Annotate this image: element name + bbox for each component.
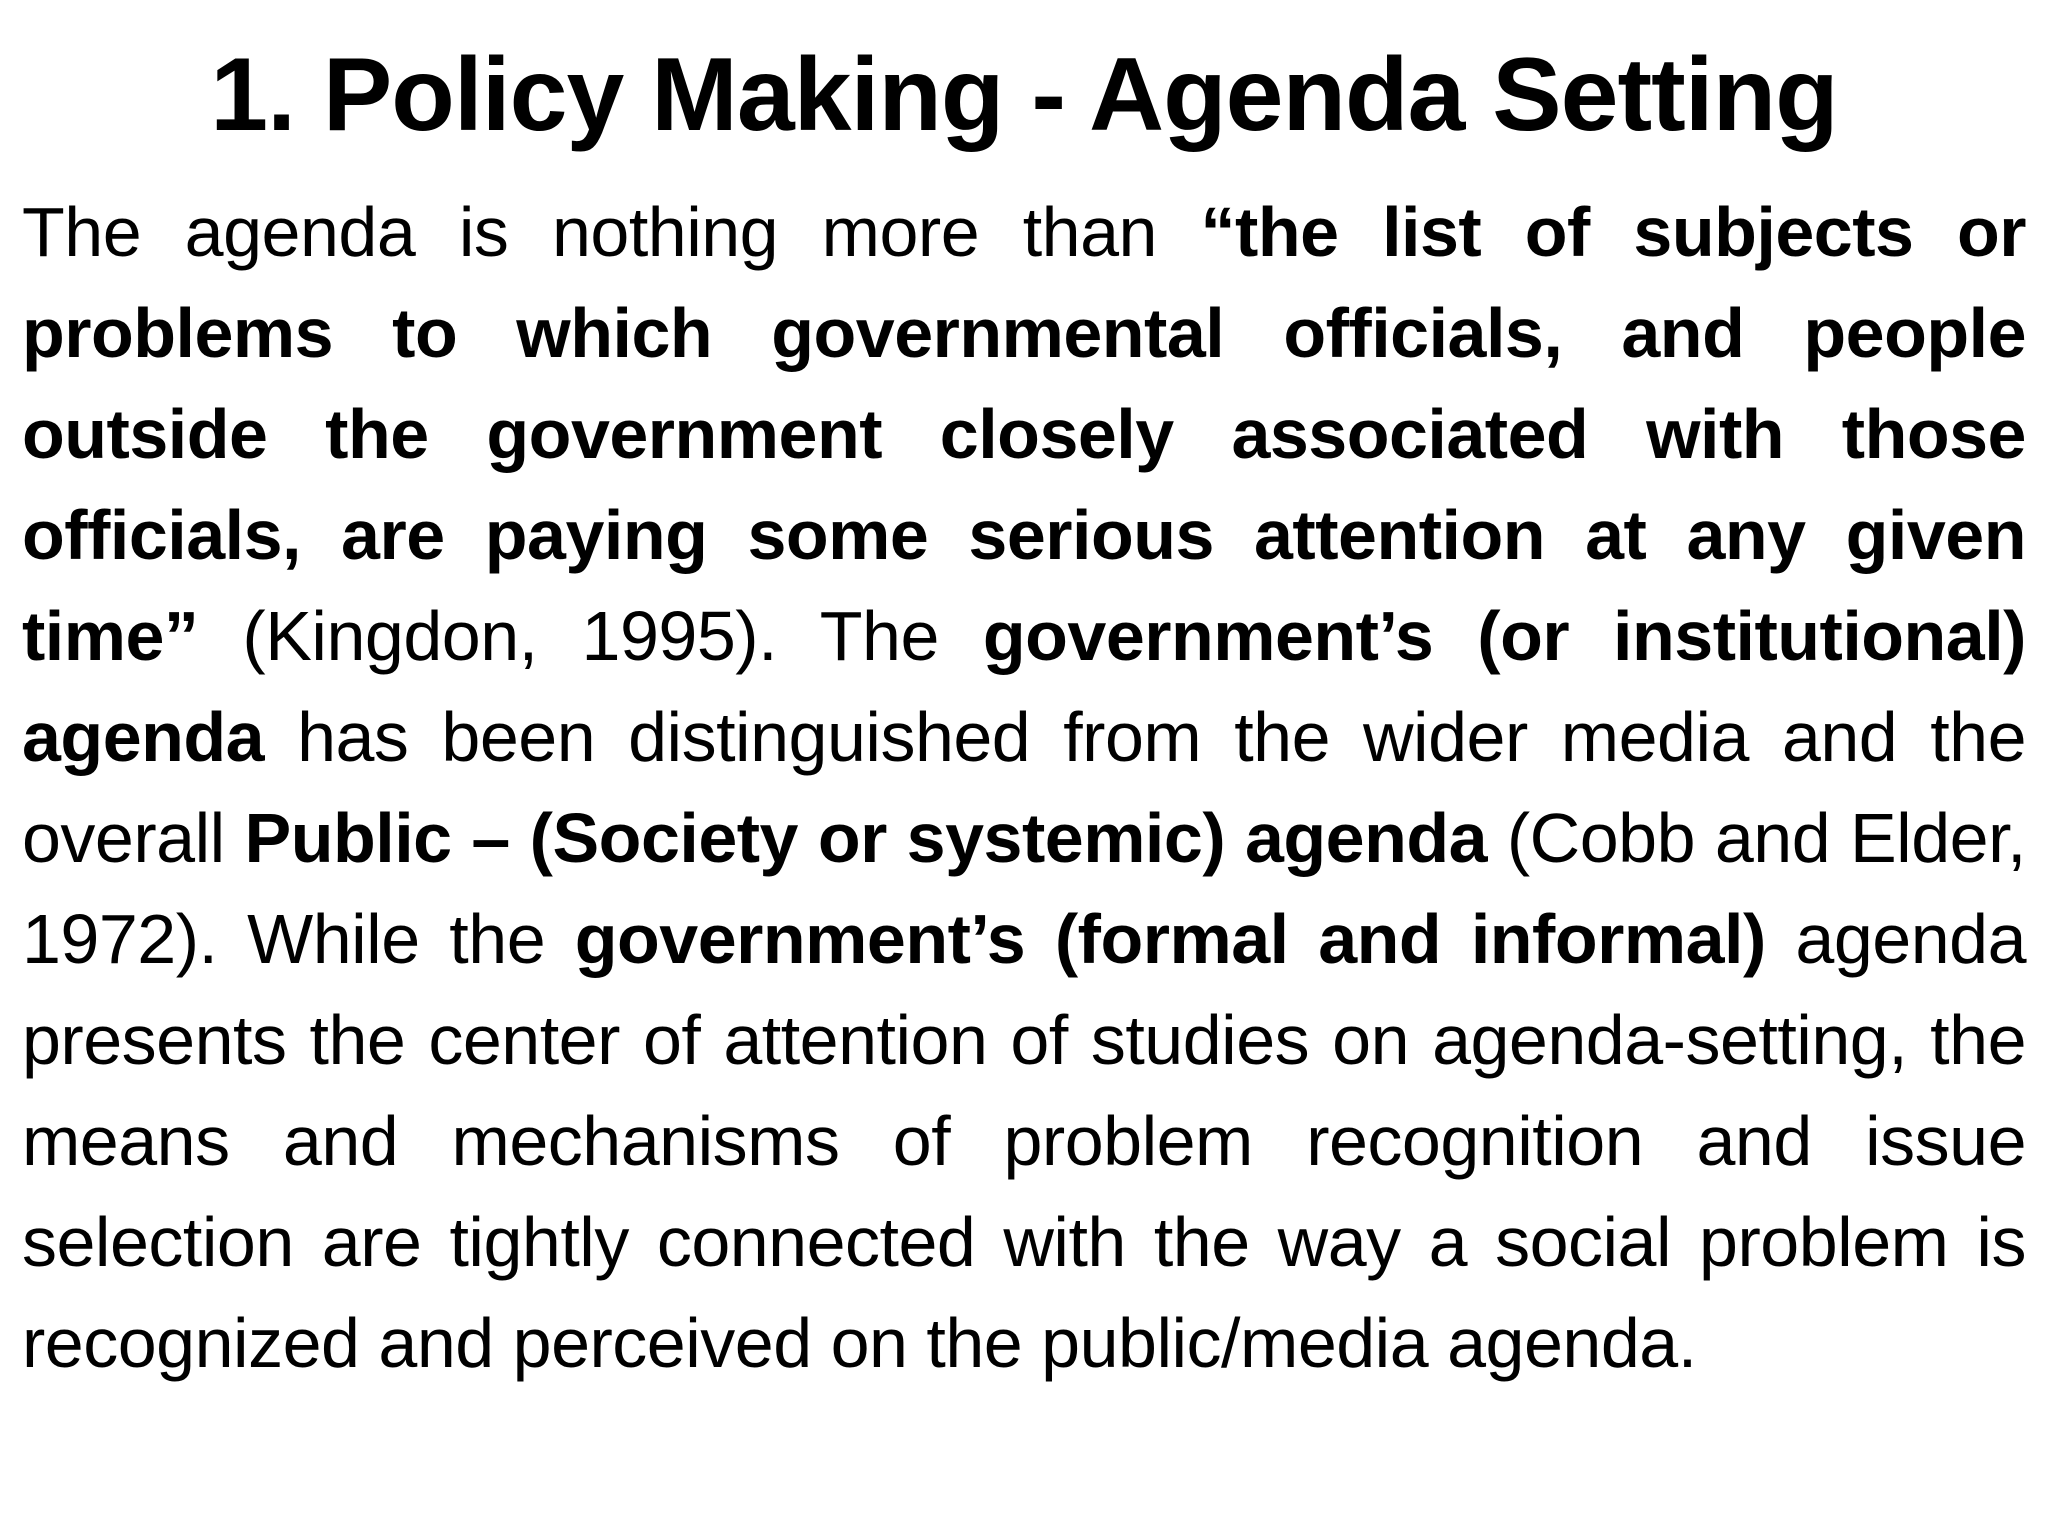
slide-body-paragraph bbox=[22, 182, 2026, 1394]
body-text-segment: has been distinguished from the wider media and the overall bbox=[22, 698, 2026, 877]
body-text-segment: (Cobb and Elder, 1972). While the bbox=[22, 799, 2026, 978]
body-text-segment: The agenda is nothing more than bbox=[22, 193, 1201, 271]
body-text-segment: agenda presents the center of attention of studies on agenda-setting, the means and mechanisms of problem recognition and issue selection are tightly connected with the way a social problem is recognized and perceived on the public/media agenda. bbox=[22, 900, 2026, 1382]
slide-title: 1. Policy Making - Agenda Setting bbox=[210, 37, 1838, 153]
body-bold-segment: government’s (or institutional) agenda bbox=[22, 597, 2026, 776]
body-text-segment: (Kingdon, 1995). The bbox=[198, 597, 983, 675]
body-bold-segment: Public – (Society or systemic) agenda bbox=[244, 799, 1488, 877]
body-bold-segment: government’s (formal and informal) bbox=[574, 900, 1766, 978]
body-bold-segment: “the list of subjects or problems to which governmental officials, and people outside the government closely associated with those officials, are paying some serious attention at any given time” bbox=[22, 193, 2026, 675]
